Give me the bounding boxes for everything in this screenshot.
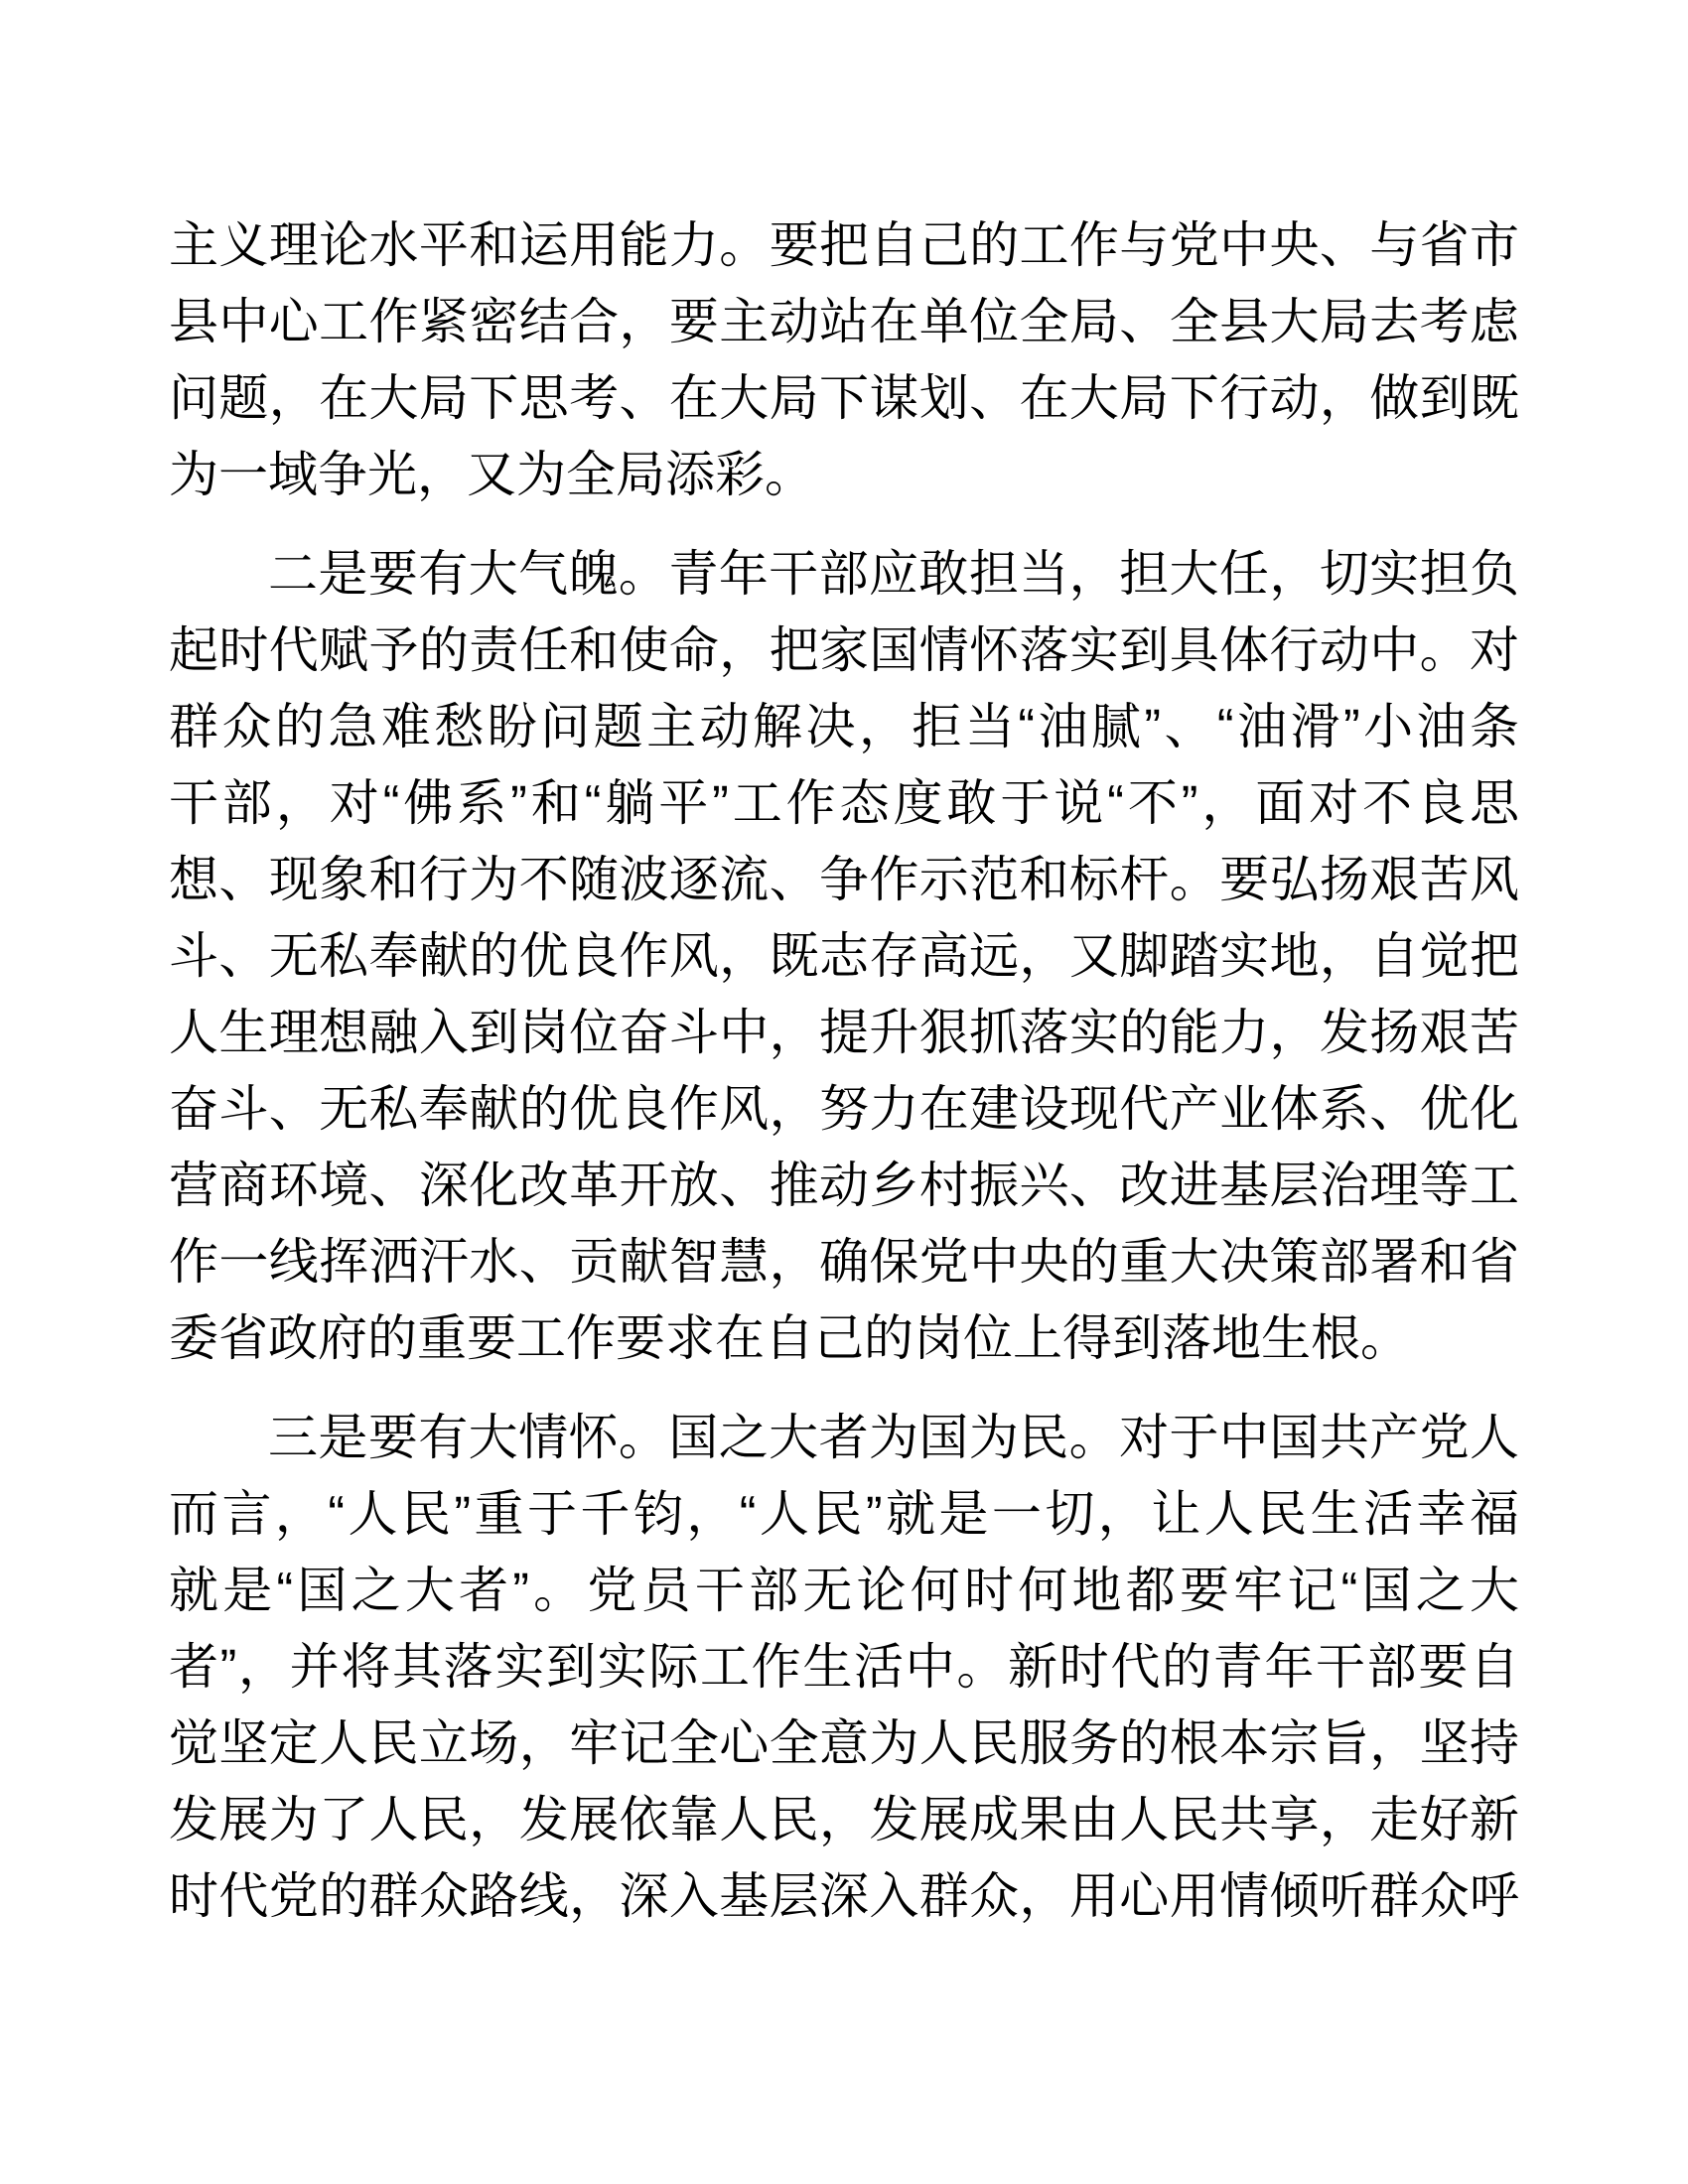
text-line: 者”，并将其落实到实际工作生活中。新时代的青年干部要自 xyxy=(169,1639,1519,1695)
text-line: 营商环境、深化改革开放、推动乡村振兴、改进基层治理等工 xyxy=(169,1158,1519,1213)
text-line: 发展为了人民，发展依靠人民，发展成果由人民共享，走好新 xyxy=(169,1792,1519,1847)
text-line: 主义理论水平和运用能力。要把自己的工作与党中央、与省市 xyxy=(169,217,1519,273)
text-line: 县中心工作紧密结合，要主动站在单位全局、全县大局去考虑 xyxy=(169,294,1519,349)
text-line: 觉坚定人民立场，牢记全心全意为人民服务的根本宗旨，坚持 xyxy=(169,1715,1519,1771)
text-line: 问题，在大局下思考、在大局下谋划、在大局下行动，做到既 xyxy=(169,370,1519,426)
text-line: 作一线挥洒汗水、贡献智慧，确保党中央的重大决策部署和省 xyxy=(169,1234,1519,1290)
text-line: 就是“国之大者”。党员干部无论何时何地都要牢记“国之大 xyxy=(169,1563,1519,1618)
text-line: 人生理想融入到岗位奋斗中，提升狠抓落实的能力，发扬艰苦 xyxy=(169,1005,1519,1060)
text-line: 奋斗、无私奉献的优良作风，努力在建设现代产业体系、优化 xyxy=(169,1081,1519,1137)
text-line: 想、现象和行为不随波逐流、争作示范和标杆。要弘扬艰苦风 xyxy=(169,852,1519,907)
text-line: 而言，“人民”重于千钧，“人民”就是一切，让人民生活幸福 xyxy=(169,1486,1519,1542)
text-line: 为一域争光，又为全局添彩。 xyxy=(169,447,814,502)
text-line: 群众的急难愁盼问题主动解决，拒当“油腻”、“油滑”小油条 xyxy=(169,699,1519,754)
text-line: 二是要有大气魄。青年干部应敢担当，担大任，切实担负 xyxy=(268,546,1519,602)
text-line: 起时代赋予的责任和使命，把家国情怀落实到具体行动中。对 xyxy=(169,622,1519,678)
text-line: 三是要有大情怀。国之大者为国为民。对于中国共产党人 xyxy=(268,1410,1519,1465)
text-line: 委省政府的重要工作要求在自己的岗位上得到落地生根。 xyxy=(169,1310,1410,1366)
paragraph-1 xyxy=(169,207,1519,513)
text-line: 干部，对“佛系”和“躺平”工作态度敢于说“不”，面对不良思 xyxy=(169,775,1519,831)
text-line: 时代党的群众路线，深入基层深入群众，用心用情倾听群众呼 xyxy=(169,1868,1519,1924)
paragraph-2 xyxy=(169,536,1519,1377)
text-line: 斗、无私奉献的优良作风，既志存高远，又脚踏实地，自觉把 xyxy=(169,928,1519,984)
paragraph-3 xyxy=(169,1400,1519,1935)
